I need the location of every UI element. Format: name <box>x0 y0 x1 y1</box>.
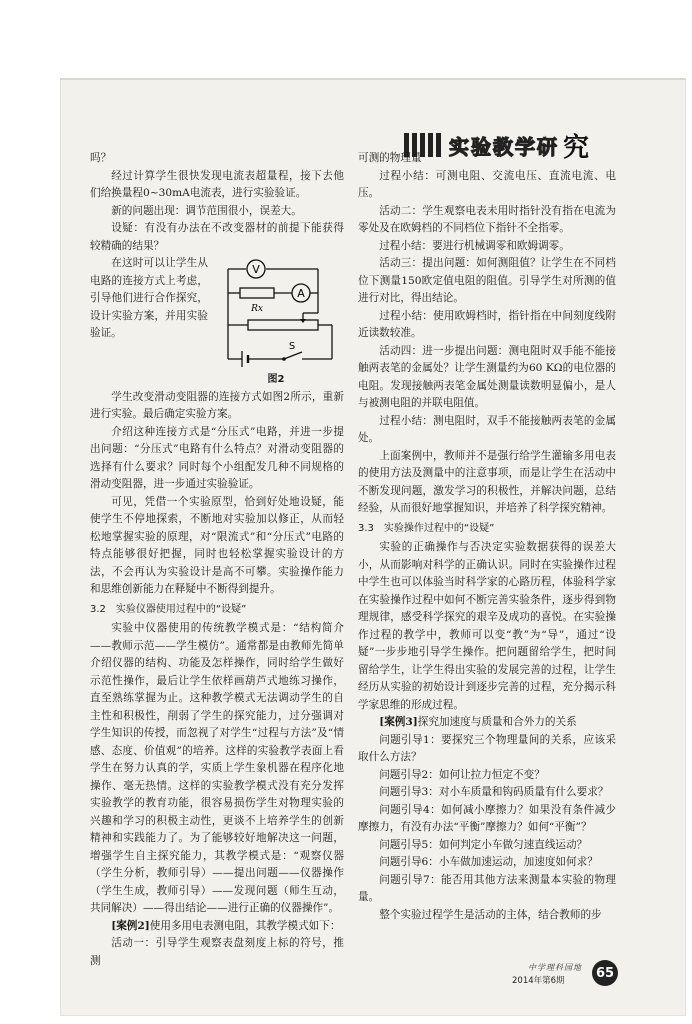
paragraph: 上面案例中，教师并不是强行给学生灌输多用电表的使用方法及测量中的注意事项，而是让学生在活动中不断发现问题，激发学习的积极性，并解决问题，总结经验，从而很好地掌握知识，并培养了科学探究精神。 <box>358 449 616 514</box>
paragraph: 活动四：进一步提出问题：测电阻时双手能不能接触两表笔的金属处？让学生测量约为60 KΩ的电位器的电阻。发现接触两表笔金属处测量读数明显偏小，是人与被测电阻的并联电阻值。 <box>358 344 616 409</box>
voltmeter-label: V <box>252 263 260 276</box>
paragraph: 设疑：有没有办法在不改变器材的前提下能获得较精确的结果？ <box>90 222 344 252</box>
header-title-last: 究 <box>563 132 592 163</box>
paragraph: 在这时可以让学生从电路的连接方式上考虑，引导他们进行合作探究，设计实验方案，并用实验验证。 <box>90 257 208 339</box>
question-item: 问题引导3：对小车质量和钩码质量有什么要求？ <box>379 786 609 798</box>
question-item: 问题引导2：如何让拉力恒定不变？ <box>379 768 545 781</box>
left-column <box>90 150 344 970</box>
question-item: 问题引导6：小车做加速运动，加速度如何求？ <box>379 856 598 868</box>
paragraph: 介绍这种连接方式是“分压式”电路，并进一步提出问题：“分压式”电路有什么特点？对滑动变阻器的选择有什么要求？同时每个小组配发几种不同规格的滑动变阻器，进一步通过实验验证。 <box>90 425 344 490</box>
question-item: 问题引导5：如何判定小车做匀速直线运动？ <box>379 838 588 851</box>
circuit-figure <box>208 255 344 389</box>
section-heading: 3.3 实验操作过程中的“设疑” <box>358 522 495 534</box>
paragraph: 活动二：学生观察电表未用时指针没有指在电流为零处及在欧姆档的不同档位下指针不全指零。 <box>358 204 616 234</box>
figure-block <box>90 255 344 389</box>
figure-caption: 图2 <box>267 374 285 385</box>
paragraph: 经过计算学生很快发现电流表超量程，接下去他们给换量程0~30mA电流表，进行实验验证。 <box>90 169 344 199</box>
paragraph: 吗？ <box>90 152 112 164</box>
paragraph: 活动一：引导学生观察表盘刻度上标的符号，推测 <box>90 937 344 967</box>
resistor-label: Rx <box>251 304 263 314</box>
paragraph: 实验中仪器使用的传统教学模式是：“结构简介——教师示范——学生模仿”。通常都是由教师先简单介绍仪器的结构、功能及怎样操作，同时给学生做好示范性操作，最后让学生依样画葫芦式地练习操作，直至熟练掌握为止。这种教学模式无法调动学生的自主性和积极性，削弱了学生的探究能力，过分强调对学生知识的传授，而忽视了对学生“过程与方法”及“情感、态度、价值观”的培养。这样的实验教学表面上看学生在努力认真的学，实质上学生象机器在程序化地操作、毫无热情。这样的实验教学模式没有充分发挥实验教学的教育功能，很容易损伤学生对物理实验的兴趣和学习的积极主动性，更谈不上培养学生的创新精神和实践能力了。为了能够较好地解决这一问题，增强学生自主探究能力，其教学模式是：“观察仪器（学生分析，教师引导）——提出问题——仪器操作（学生生成，教师引导）——发现问题（师生互动，共同解决）——得出结论——进行正确的仪器操作”。 <box>90 622 344 914</box>
paragraph: 活动三：提出问题：如何测阻值？让学生在不同档位下测量150欧定值电阻的阻值。引导学生对所测的值进行对比，得出结论。 <box>358 257 616 304</box>
page-number: 65 <box>592 960 618 986</box>
paragraph: 实验的正确操作与否决定实验数据获得的误差大小，从而影响对科学的正确认识。同时在实验操作过程中学生也可以体验当时科学家的心路历程，体验科学家在实验操作过程中如何不断完善实验条件，逐步得到物理规律，感受科学探究的艰辛及成功的喜悦。在实验操作过程的教学中，教师可以变“教”为“导”，通过“设疑”一步步地引导学生操作。把问题留给学生，把时间留给学生，让学生得出实验的发展完善的过程，让学生经历从实验的初始设计到逐步完善的过程，充分揭示科学家思维的形成过程。 <box>358 541 616 711</box>
paragraph: 过程小结：使用欧姆档时，指针指在中间刻度线附近读数较准。 <box>358 309 616 339</box>
case-text: 探究加速度与质量和合外力的关系 <box>417 716 577 728</box>
journal-logo: 中学理科园地 <box>528 963 582 972</box>
paragraph: 可见，凭借一个实验原型，恰到好处地设疑，能使学生不停地探索，不断地对实验加以修正，从而轻松地掌握实验的原理，对“限流式”和“分压式”电路的特点能够很好把握，同时也轻松掌握实验设计的方法，不会再认为实验设计是高不可攀。实验操作能力和思维创新能力在释疑中不断得到提升。 <box>90 495 344 595</box>
paragraph: 过程小结：可测电阻、交流电压、直流电流、电压。 <box>358 169 616 199</box>
right-column <box>358 150 616 924</box>
paragraph: 学生改变滑动变阻器的连接方式如图2所示，重新进行实验。最后确定实验方案。 <box>90 390 344 420</box>
page-footer <box>510 960 620 990</box>
paragraph: 可测的物理量 <box>358 152 422 164</box>
paragraph: 整个实验过程学生是活动的主体，结合教师的步 <box>379 908 602 921</box>
circuit-diagram <box>208 255 344 373</box>
ammeter-label: A <box>297 287 305 300</box>
question-item: 问题引导1：要探究三个物理量间的关系，应该采取什么方法？ <box>358 733 616 763</box>
case-paragraph <box>90 918 344 936</box>
paragraph: 过程小结：要进行机械调零和欧姆调零。 <box>379 239 570 252</box>
paragraph: 过程小结：测电阻时，双手不能接触两表笔的金属处。 <box>358 414 616 444</box>
issue-label: 2014年第6期 <box>512 976 565 986</box>
switch-label: S <box>288 341 296 352</box>
paragraph: 新的问题出现：调节范围很小，误差大。 <box>111 204 302 217</box>
switch-blade <box>284 352 302 359</box>
page-edge <box>60 78 686 80</box>
rheostat <box>248 320 318 330</box>
case-text: 使用多用电表测电阻，其教学模式如下： <box>149 919 341 932</box>
header-title: 实验教学研 <box>449 134 559 159</box>
question-item: 问题引导7：能否用其他方法来测量本实验的物理量。 <box>358 873 616 903</box>
switch-pivot <box>282 357 286 361</box>
resistor-rx <box>240 288 274 298</box>
case-paragraph <box>358 714 616 732</box>
slider-tip <box>300 319 306 323</box>
question-item: 问题引导4：如何减小摩擦力？如果没有条件减少摩擦力，有没有办法“平衡”摩擦力？如何“平衡”？ <box>358 803 616 833</box>
case-label: [案例3] <box>379 716 418 728</box>
section-heading: 3.2 实验仪器使用过程中的“设疑” <box>90 603 247 615</box>
case-label: [案例2] <box>111 919 150 932</box>
